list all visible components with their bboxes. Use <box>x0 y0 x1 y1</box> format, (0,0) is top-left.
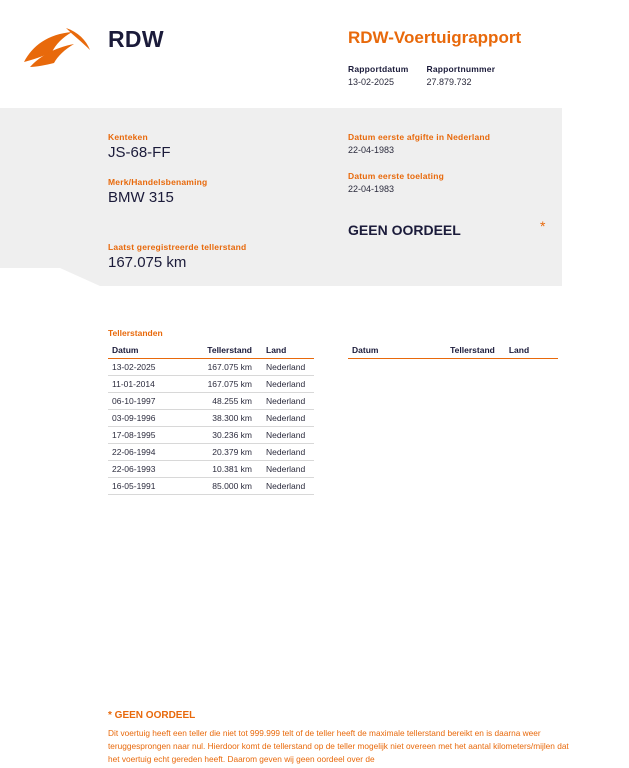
field-value: 22-04-1983 <box>348 145 395 155</box>
column-header-tellerstand: Tellerstand <box>182 342 256 359</box>
field-value: JS-68-FF <box>108 144 171 161</box>
cell-land: Nederland <box>256 410 314 427</box>
cell-land: Nederland <box>256 393 314 410</box>
report-meta <box>348 64 513 87</box>
meta-value: 13-02-2025 <box>348 77 395 87</box>
rdw-flame-logo-icon <box>22 26 94 70</box>
cell-land: Nederland <box>256 359 314 376</box>
page-title: RDW-Voertuigrapport <box>348 28 522 47</box>
summary-right-column <box>348 132 558 194</box>
field-kenteken <box>108 132 328 161</box>
field-value: 167.075 km <box>108 254 187 271</box>
cell-land: Nederland <box>256 478 314 495</box>
cell-tellerstand: 30.236 km <box>182 427 256 444</box>
summary-band <box>0 108 562 286</box>
table-row <box>108 410 314 427</box>
table-row <box>108 376 314 393</box>
verdict-badge: GEEN OORDEEL <box>348 222 461 238</box>
footnote-body: Dit voertuig heeft een teller die niet tot 999.999 telt of de teller heeft de maximale tellerstand bereikt en is daarna weer teruggesprongen naar nul. Hierdoor komt de tellerstand op de teller mogelijk niet overeen met het aantal kilometers/mijlen dat het voertuig echt gereden heeft. Daarom geven wij geen oordeel over de <box>108 728 569 764</box>
column-header-datum: Datum <box>348 342 423 359</box>
cell-tellerstand: 85.000 km <box>182 478 256 495</box>
table-row <box>108 444 314 461</box>
field-datum-eerste-toelating <box>348 171 558 194</box>
cell-datum: 13-02-2025 <box>108 359 182 376</box>
report-header <box>0 0 629 108</box>
field-label: Laatst geregistreerde tellerstand <box>108 242 247 252</box>
field-datum-eerste-afgifte <box>348 132 558 155</box>
verdict-footnote-marker: * <box>540 218 546 234</box>
table-row <box>108 393 314 410</box>
cell-datum: 22-06-1994 <box>108 444 182 461</box>
field-label: Merk/Handelsbenaming <box>108 177 208 187</box>
cell-datum: 11-01-2014 <box>108 376 182 393</box>
footnote-title: * GEEN OORDEEL <box>108 710 196 721</box>
field-merk-handelsbenaming <box>108 177 328 206</box>
cell-tellerstand: 20.379 km <box>182 444 256 461</box>
cell-land: Nederland <box>256 444 314 461</box>
table-row <box>108 427 314 444</box>
field-label: Datum eerste toelating <box>348 171 445 181</box>
footnote-block <box>108 710 578 766</box>
field-value: 22-04-1983 <box>348 184 395 194</box>
column-header-land: Land <box>499 342 558 359</box>
summary-left-column <box>108 132 328 206</box>
cell-tellerstand: 48.255 km <box>182 393 256 410</box>
meta-report-date <box>348 64 408 87</box>
odometer-rows-left <box>108 359 314 495</box>
cell-land: Nederland <box>256 427 314 444</box>
cell-datum: 17-08-1995 <box>108 427 182 444</box>
table-row <box>108 359 314 376</box>
cell-datum: 22-06-1993 <box>108 461 182 478</box>
column-header-land: Land <box>256 342 314 359</box>
meta-value: 27.879.732 <box>426 77 472 87</box>
cell-datum: 06-10-1997 <box>108 393 182 410</box>
cell-tellerstand: 167.075 km <box>182 359 256 376</box>
meta-label: Rapportdatum <box>348 64 409 74</box>
table-row <box>108 478 314 495</box>
cell-tellerstand: 38.300 km <box>182 410 256 427</box>
cell-datum: 16-05-1991 <box>108 478 182 495</box>
field-label: Datum eerste afgifte in Nederland <box>348 132 491 142</box>
cell-datum: 03-09-1996 <box>108 410 182 427</box>
odometer-table-left <box>108 342 314 495</box>
meta-report-number <box>426 64 495 87</box>
odometer-title: Tellerstanden <box>108 328 163 338</box>
column-header-tellerstand: Tellerstand <box>423 342 498 359</box>
cell-land: Nederland <box>256 376 314 393</box>
cell-tellerstand: 167.075 km <box>182 376 256 393</box>
field-value: BMW 315 <box>108 189 174 206</box>
odometer-table-right <box>348 342 558 359</box>
field-label: Kenteken <box>108 132 148 142</box>
cell-tellerstand: 10.381 km <box>182 461 256 478</box>
column-header-datum: Datum <box>108 342 182 359</box>
brand-title: RDW <box>108 26 164 52</box>
cell-land: Nederland <box>256 461 314 478</box>
table-header-row <box>108 342 314 359</box>
table-header-row <box>348 342 558 359</box>
meta-label: Rapportnummer <box>426 64 496 74</box>
table-row <box>108 461 314 478</box>
field-laatst-geregistreerde-tellerstand <box>108 242 246 271</box>
